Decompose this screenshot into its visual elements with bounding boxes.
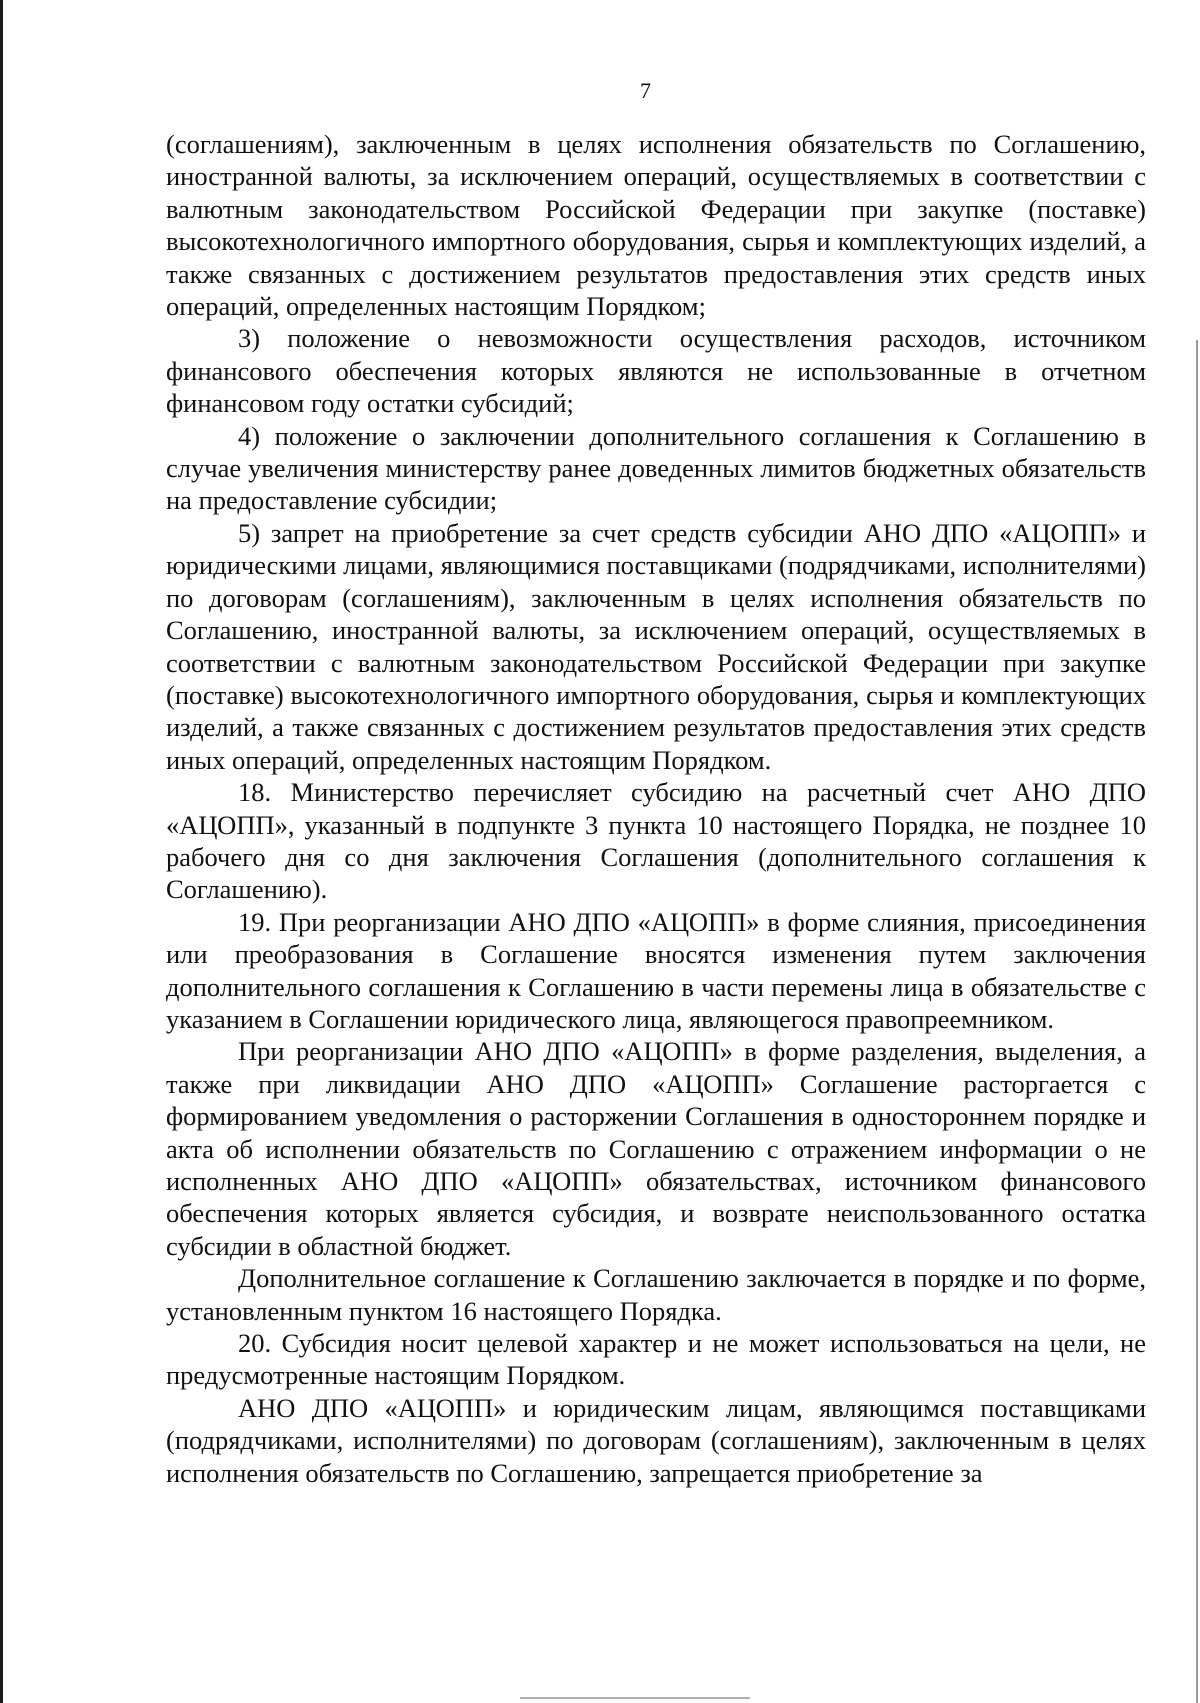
paragraph-prohibition: АНО ДПО «АЦОПП» и юридическим лицам, являющимся поставщиками (подрядчиками, исполнителями) по договорам (соглашениям), заключенным в целях исполнения обязательств по Соглашению, запрещается приобретение за bbox=[166, 1392, 1146, 1488]
paragraph-continuation: (соглашениям), заключенным в целях исполнения обязательств по Соглашению, иностранной валюты, за исключением операций, осуществляемых в соответствии с валютным законодательством Российской Федерации при закупке (поставке) высокотехнологичного импортного оборудования, сырья и комплектующих изделий, а также связанных с достижением результатов предоставления этих средств иных операций, определенных настоящим Порядком; bbox=[166, 129, 1146, 322]
scan-edge-left bbox=[0, 0, 3, 1703]
scan-edge-right bbox=[1196, 340, 1198, 1703]
page-body bbox=[166, 128, 1146, 1489]
paragraph-clause-18: 18. Министерство перечисляет субсидию на расчетный счет АНО ДПО «АЦОПП», указанный в подпункте 3 пункта 10 настоящего Порядка, не позднее 10 рабочего дня со дня заключения Соглашения (дополнительного соглашения к Соглашению). bbox=[166, 777, 1146, 905]
paragraph-reorganization: При реорганизации АНО ДПО «АЦОПП» в форме разделения, выделения, а также при ликвидации АНО ДПО «АЦОПП» Соглашение расторгается с формированием уведомления о расторжении Соглашения в одностороннем порядке и акта об исполнении обязательств по Соглашению с отражением информации о не исполненных АНО ДПО «АЦОПП» обязательствах, источником финансового обеспечения которых является субсидия, и возврате неиспользованного остатка субсидии в областной бюджет. bbox=[166, 1036, 1146, 1261]
paragraph-item-5: 5) запрет на приобретение за счет средств субсидии АНО ДПО «АЦОПП» и юридическими лицами, являющимися поставщиками (подрядчиками, исполнителями) по договорам (соглашениям), заключенным в целях исполнения обязательств по Соглашению, иностранной валюты, за исключением операций, осуществляемых в соответствии с валютным законодательством Российской Федерации при закупке (поставке) высокотехнологичного импортного оборудования, сырья и комплектующих изделий, а также связанных с достижением результатов предоставления этих средств иных операций, определенных настоящим Порядком. bbox=[166, 517, 1146, 775]
paragraph-clause-20: 20. Субсидия носит целевой характер и не может использоваться на цели, не предусмотренные настоящим Порядком. bbox=[166, 1328, 1146, 1391]
page-number: 7 bbox=[640, 78, 651, 103]
paragraph-item-3: 3) положение о невозможности осуществления расходов, источником финансового обеспечения которых являются не использованные в отчетном финансовом году остатки субсидий; bbox=[166, 323, 1146, 419]
paragraph-clause-19: 19. При реорганизации АНО ДПО «АЦОПП» в форме слияния, присоединения или преобразования в Соглашение вносятся изменения путем заключения дополнительного соглашения к Соглашению в части перемены лица в обязательстве с указанием в Соглашении юридического лица, являющегося правопреемником. bbox=[166, 906, 1146, 1034]
paragraph-item-4: 4) положение о заключении дополнительного соглашения к Соглашению в случае увеличения министерству ранее доведенных лимитов бюджетных обязательств на предоставление субсидии; bbox=[166, 420, 1146, 516]
paragraph-additional-agreement: Дополнительное соглашение к Соглашению заключается в порядке и по форме, установленным пунктом 16 настоящего Порядка. bbox=[166, 1263, 1146, 1326]
scan-edge-bottom bbox=[520, 1697, 750, 1699]
